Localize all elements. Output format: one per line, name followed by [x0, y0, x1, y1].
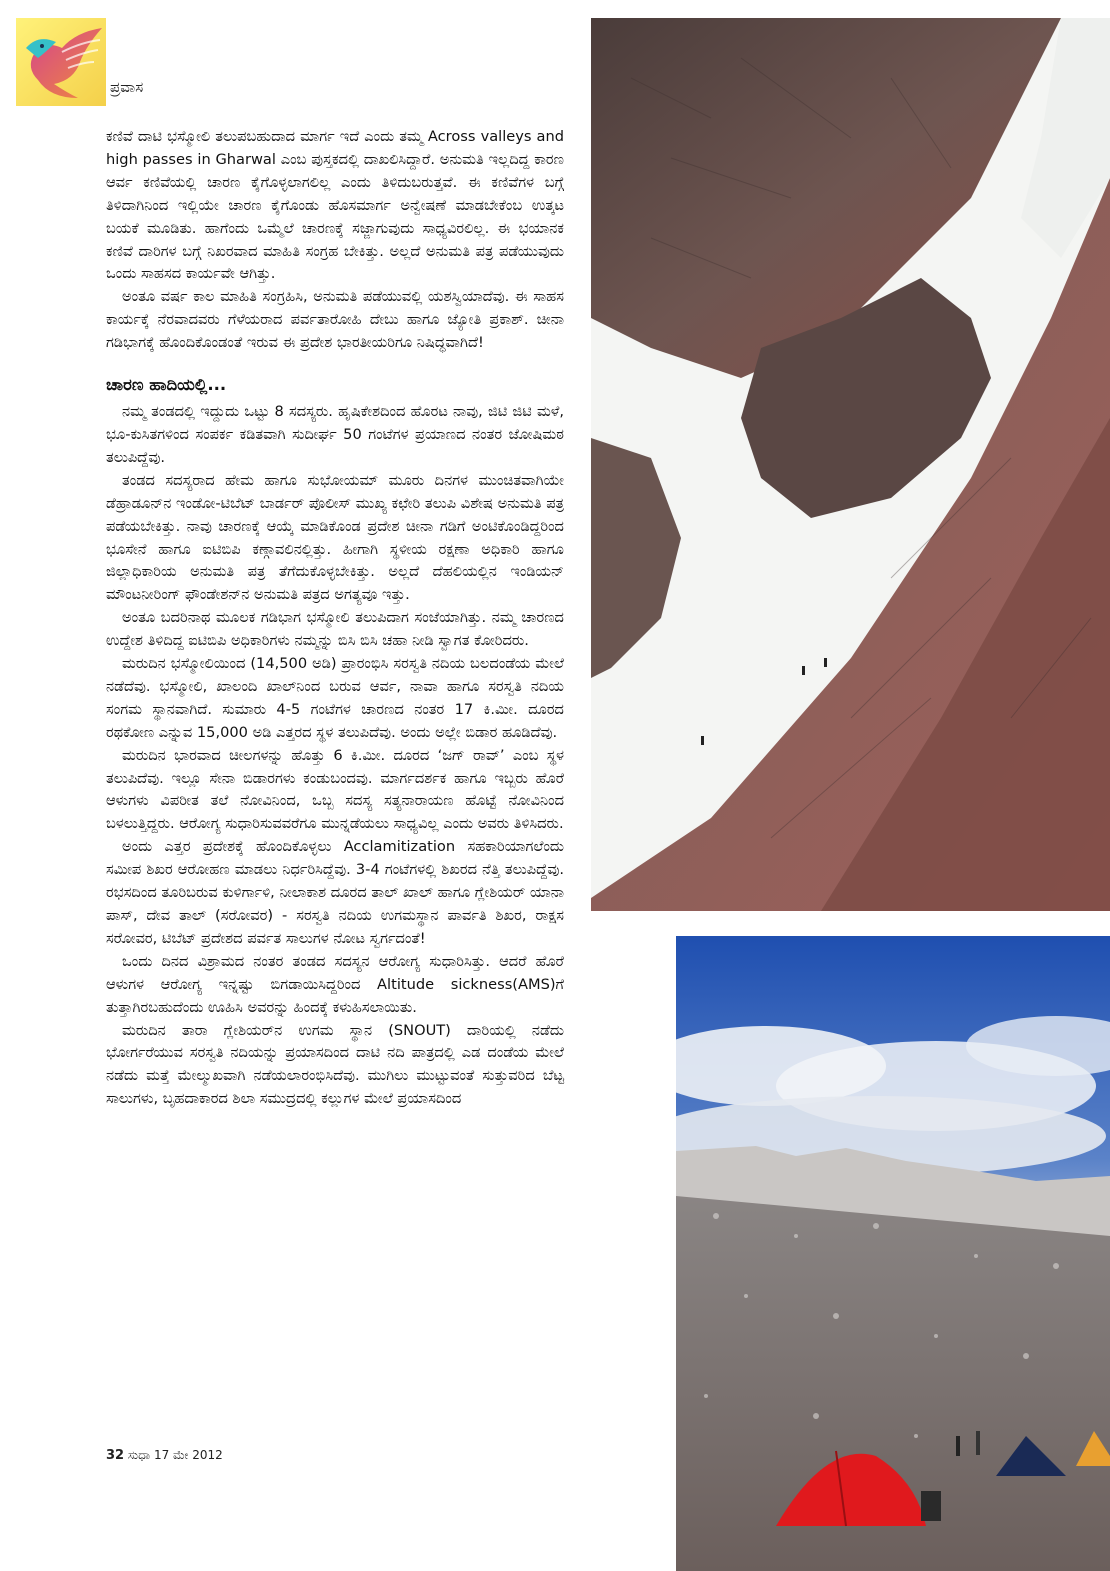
magazine-name: ಸುಧಾ	[127, 1448, 151, 1462]
article-paragraph: ತಂಡದ ಸದಸ್ಯರಾದ ಹೇಮ ಹಾಗೂ ಸುಭೋಯಮ್ ಮೂರು ದಿನಗಳ ಮುಂಚಿತವಾಗಿಯೇ ಡೆಹ್ರಾಡೂನ್‌ನ ಇಂಡೋ-ಟಿಬೆಟ್ ಬಾರ್ಡರ್ ಪೊಲೀಸ್ ಮುಖ್ಯ ಕಛೇರಿ ತಲುಪಿ ವಿಶೇಷ ಅನುಮತಿ ಪತ್ರ ಪಡೆಯಬೇಕಿತ್ತು. ನಾವು ಚಾರಣಕ್ಕೆ ಆಯ್ಕೆ ಮಾಡಿಕೊಂಡ ಪ್ರದೇಶ ಚೀನಾ ಗಡಿಗೆ ಅಂಟಿಕೊಂಡಿದ್ದರಿಂದ ಭೂಸೇನೆ ಹಾಗೂ ಐಟಿಬಿಪಿ ಕಣ್ಗಾವಲಿನಲ್ಲಿತ್ತು. ಹೀಗಾಗಿ ಸ್ಥಳೀಯ ರಕ್ಷಣಾ ಅಧಿಕಾರಿ ಹಾಗೂ ಜಿಲ್ಲಾಧಿಕಾರಿಯ ಅನುಮತಿ ಪತ್ರ ತೆಗೆದುಕೊಳ್ಳಬೇಕಿತ್ತು. ಅಲ್ಲದೆ ದೆಹಲಿಯಲ್ಲಿನ ಇಂಡಿಯನ್ ಮೌಂಟನೀರಿಂಗ್ ಫೌಂಡೇಶನ್‌ನ ಅನುಮತಿ ಪತ್ರದ ಅಗತ್ಯವೂ ಇತ್ತು.	[106, 471, 564, 604]
article-paragraph: ಅಂತೂ ಬದರಿನಾಥ ಮೂಲಕ ಗಡಿಭಾಗ ಭಸ್ಮೋಲಿ ತಲುಪಿದಾಗ ಸಂಜೆಯಾಗಿತ್ತು. ನಮ್ಮ ಚಾರಣದ ಉದ್ದೇಶ ತಿಳಿದಿದ್ದ ಐಟಿಬಿಪಿ ಅಧಿಕಾರಿಗಳು ನಮ್ಮನ್ನು ಬಿಸಿ ಬಿಸಿ ಚಹಾ ನೀಡಿ ಸ್ವಾಗತ ಕೋರಿದರು.	[106, 609, 564, 650]
article-paragraph: ಮರುದಿನ ಭಸ್ಮೋಲಿಯಿಂದ (14,500 ಅಡಿ) ಪ್ರಾರಂಭಿಸಿ ಸರಸ್ವತಿ ನದಿಯ ಬಲದಂಡೆಯ ಮೇಲೆ ನಡೆದೆವು. ಭಸ್ಮೋಲಿ, ಖಾಲಂದಿ ಖಾಲ್‌ನಿಂದ ಬರುವ ಆರ್ವ, ನಾವಾ ಹಾಗೂ ಸರಸ್ವತಿ ನದಿಯ ಸಂಗಮ ಸ್ಥಾನವಾಗಿದೆ. ಸುಮಾರು 4-5 ಗಂಟೆಗಳ ಚಾರಣದ ನಂತರ 17 ಕಿ.ಮೀ. ದೂರದ ರಥಕೋಣ ಎನ್ನುವ 15,000 ಅಡಿ ಎತ್ತರದ ಸ್ಥಳ ತಲುಪಿದೆವು. ಅಂದು ಅಲ್ಲೇ ಬಿಡಾರ ಹೂಡಿದೆವು.	[106, 655, 564, 741]
page-number: 32	[106, 1448, 125, 1463]
article-paragraph: ಕಣಿವೆ ದಾಟಿ ಭಸ್ಮೋಲಿ ತಲುಪಬಹುದಾದ ಮಾರ್ಗ ಇದೆ ಎಂದು ತಮ್ಮ Across valleys and high passes in Gharwal ಎಂಬ ಪುಸ್ತಕದಲ್ಲಿ ದಾಖಲಿಸಿದ್ದಾರೆ. ಅನುಮತಿ ಇಲ್ಲದಿದ್ದ ಕಾರಣ ಆರ್ವ ಕಣಿವೆಯಲ್ಲಿ ಚಾರಣ ಕೈಗೊಳ್ಳಲಾಗಲಿಲ್ಲ ಎಂದು ತಿಳಿದುಬರುತ್ತವೆ. ಈ ಕಣಿವೆಗಳ ಬಗ್ಗೆ ತಿಳಿದಾಗಿನಿಂದ ಇಲ್ಲಿಯೇ ಚಾರಣ ಕೈಗೊಂಡು ಹೊಸಮಾರ್ಗ ಅನ್ವೇಷಣೆ ಮಾಡಬೇಕೆಂಬ ಉತ್ಕಟ ಬಯಕೆ ಮೂಡಿತು. ಹಾಗೆಂದು ಒಮ್ಮೆಲೆ ಚಾರಣಕ್ಕೆ ಸಜ್ಜಾಗುವುದು ಸಾಧ್ಯವಿರಲಿಲ್ಲ. ಈ ಭಯಾನಕ ಕಣಿವೆ ದಾರಿಗಳ ಬಗ್ಗೆ ನಿಖರವಾದ ಮಾಹಿತಿ ಸಂಗ್ರಹ ಬೇಕಿತ್ತು. ಅಲ್ಲದೆ ಅನುಮತಿ ಪತ್ರ ಪಡೆಯುವುದು ಒಂದು ಸಾಹಸದ ಕಾರ್ಯವೇ ಆಗಿತ್ತು.	[106, 128, 564, 283]
camp-tent-photo	[676, 936, 1110, 1571]
mountain-gully-photo	[591, 18, 1110, 911]
section-heading: ಚಾರಣ ಹಾದಿಯಲ್ಲಿ...	[106, 375, 227, 395]
article-paragraph: ಅಂದು ಎತ್ತರ ಪ್ರದೇಶಕ್ಕೆ ಹೊಂದಿಕೊಳ್ಳಲು Acclamitization ಸಹಕಾರಿಯಾಗಲೆಂದು ಸಮೀಪ ಶಿಖರ ಆರೋಹಣ ಮಾಡಲು ನಿರ್ಧರಿಸಿದ್ದೆವು. 3-4 ಗಂಟೆಗಳಲ್ಲಿ ಶಿಖರದ ನೆತ್ತಿ ತಲುಪಿದ್ದೆವು. ರಭಸದಿಂದ ತೂರಿಬರುವ ಕುಳಿರ್ಗಾಳಿ, ನೀಲಾಕಾಶ ದೂರದ ತಾಲ್ ಖಾಲ್ ಹಾಗೂ ಗ್ಲೇಶಿಯರ್ ಯಾನಾ ಪಾಸ್, ದೇವ ತಾಲ್ (ಸರೋವರ) - ಸರಸ್ವತಿ ನದಿಯ ಉಗಮಸ್ಥಾನ ಪಾರ್ವತಿ ಶಿಖರ, ರಾಕ್ಷಸ ಸರೋವರ, ಟಿಬೆಟ್ ಪ್ರದೇಶದ ಪರ್ವತ ಸಾಲುಗಳ ನೋಟ ಸ್ವರ್ಗದಂತೆ!	[106, 838, 564, 947]
issue-date: 17 ಮೇ	[153, 1448, 189, 1462]
bird-logo-icon	[16, 18, 106, 106]
article-paragraph: ಮರುದಿನ ತಾರಾ ಗ್ಲೇಶಿಯರ್‌ನ ಉಗಮ ಸ್ಥಾನ (SNOUT) ದಾರಿಯಲ್ಲಿ ನಡೆದು ಭೋರ್ಗರೆಯುವ ಸರಸ್ವತಿ ನದಿಯನ್ನು ಪ್ರಯಾಸದಿಂದ ದಾಟಿ ನದಿ ಪಾತ್ರದಲ್ಲಿ ಎಡ ದಂಡೆಯ ಮೇಲೆ ನಡೆದು ಮತ್ತೆ ಮೇಲ್ಮುಖವಾಗಿ ನಡೆಯಲಾರಂಭಿಸಿದೆವು. ಮುಗಿಲು ಮುಟ್ಟುವಂತೆ ಸುತ್ತುವರಿದ ಬೆಟ್ಟ ಸಾಲುಗಳು, ಬೃಹದಾಕಾರದ ಶಿಲಾ ಸಮುದ್ರದಲ್ಲಿ ಕಲ್ಲುಗಳ ಮೇಲೆ ಪ್ರಯಾಸದಿಂದ	[106, 1021, 564, 1108]
article-column	[106, 126, 564, 1111]
article-paragraph: ಅಂತೂ ವರ್ಷ ಕಾಲ ಮಾಹಿತಿ ಸಂಗ್ರಹಿಸಿ, ಅನುಮತಿ ಪಡೆಯುವಲ್ಲಿ ಯಶಸ್ವಿಯಾದೆವು. ಈ ಸಾಹಸ ಕಾರ್ಯಕ್ಕೆ ನೆರವಾದವರು ಗೆಳೆಯರಾದ ಪರ್ವತಾರೋಹಿ ದೇಬು ಹಾಗೂ ಜ್ಯೋತಿ ಪ್ರಕಾಶ್. ಚೀನಾ ಗಡಿಭಾಗಕ್ಕೆ ಹೊಂದಿಕೊಂಡಂತೆ ಇರುವ ಈ ಪ್ರದೇಶ ಭಾರತೀಯರಿಗೂ ನಿಷಿದ್ಧವಾಗಿದೆ!	[106, 288, 564, 352]
page-footer	[106, 1448, 223, 1463]
issue-year: 2012	[192, 1448, 223, 1462]
article-paragraph: ಮರುದಿನ ಭಾರವಾದ ಚೀಲಗಳನ್ನು ಹೊತ್ತು 6 ಕಿ.ಮೀ. ದೂರದ ‘ಜಗ್ ರಾವ್’ ಎಂಬ ಸ್ಥಳ ತಲುಪಿದೆವು. ಇಲ್ಲೂ ಸೇನಾ ಬಿಡಾರಗಳು ಕಂಡುಬಂದವು. ಮಾರ್ಗದರ್ಶಕ ಹಾಗೂ ಇಬ್ಬರು ಹೊರೆ ಆಳುಗಳು ವಿಪರೀತ ತಲೆ ನೋವಿನಿಂದ, ಒಬ್ಬ ಸದಸ್ಯ ಸತ್ಯನಾರಾಯಣ ಹೊಟ್ಟೆ ನೋವಿನಿಂದ ಬಳಲುತ್ತಿದ್ದರು. ಆರೋಗ್ಯ ಸುಧಾರಿಸುವವರೆಗೂ ಮುನ್ನಡೆಯಲು ಸಾಧ್ಯವಿಲ್ಲ ಎಂದು ಅವರು ತಿಳಿಸಿದರು.	[106, 746, 564, 833]
article-paragraph: ನಮ್ಮ ತಂಡದಲ್ಲಿ ಇದ್ದುದು ಒಟ್ಟು 8 ಸದಸ್ಯರು. ಹೃಷಿಕೇಶದಿಂದ ಹೊರಟ ನಾವು, ಜಿಟಿ ಜಿಟಿ ಮಳೆ, ಭೂ-ಕುಸಿತಗಳಿಂದ ಸಂಪರ್ಕ ಕಡಿತವಾಗಿ ಸುದೀರ್ಘ 50 ಗಂಟೆಗಳ ಪ್ರಯಾಣದ ನಂತರ ಜೋಷಿಮಠ ತಲುಪಿದ್ದೆವು.	[106, 403, 564, 466]
article-paragraph: ಒಂದು ದಿನದ ವಿಶ್ರಾಮದ ನಂತರ ತಂಡದ ಸದಸ್ಯನ ಆರೋಗ್ಯ ಸುಧಾರಿಸಿತ್ತು. ಆದರೆ ಹೊರೆ ಆಳುಗಳ ಆರೋಗ್ಯ ಇನ್ನಷ್ಟು ಬಿಗಡಾಯಿಸಿದ್ದರಿಂದ Altitude sickness(AMS)ಗೆ ತುತ್ತಾಗಿರಬಹುದೆಂದು ಊಹಿಸಿ ಅವರನ್ನು ಹಿಂದಕ್ಕೆ ಕಳುಹಿಸಲಾಯಿತು.	[106, 952, 564, 1016]
magazine-section-logo	[16, 18, 106, 106]
section-label: ಪ್ರವಾಸ	[110, 78, 144, 96]
